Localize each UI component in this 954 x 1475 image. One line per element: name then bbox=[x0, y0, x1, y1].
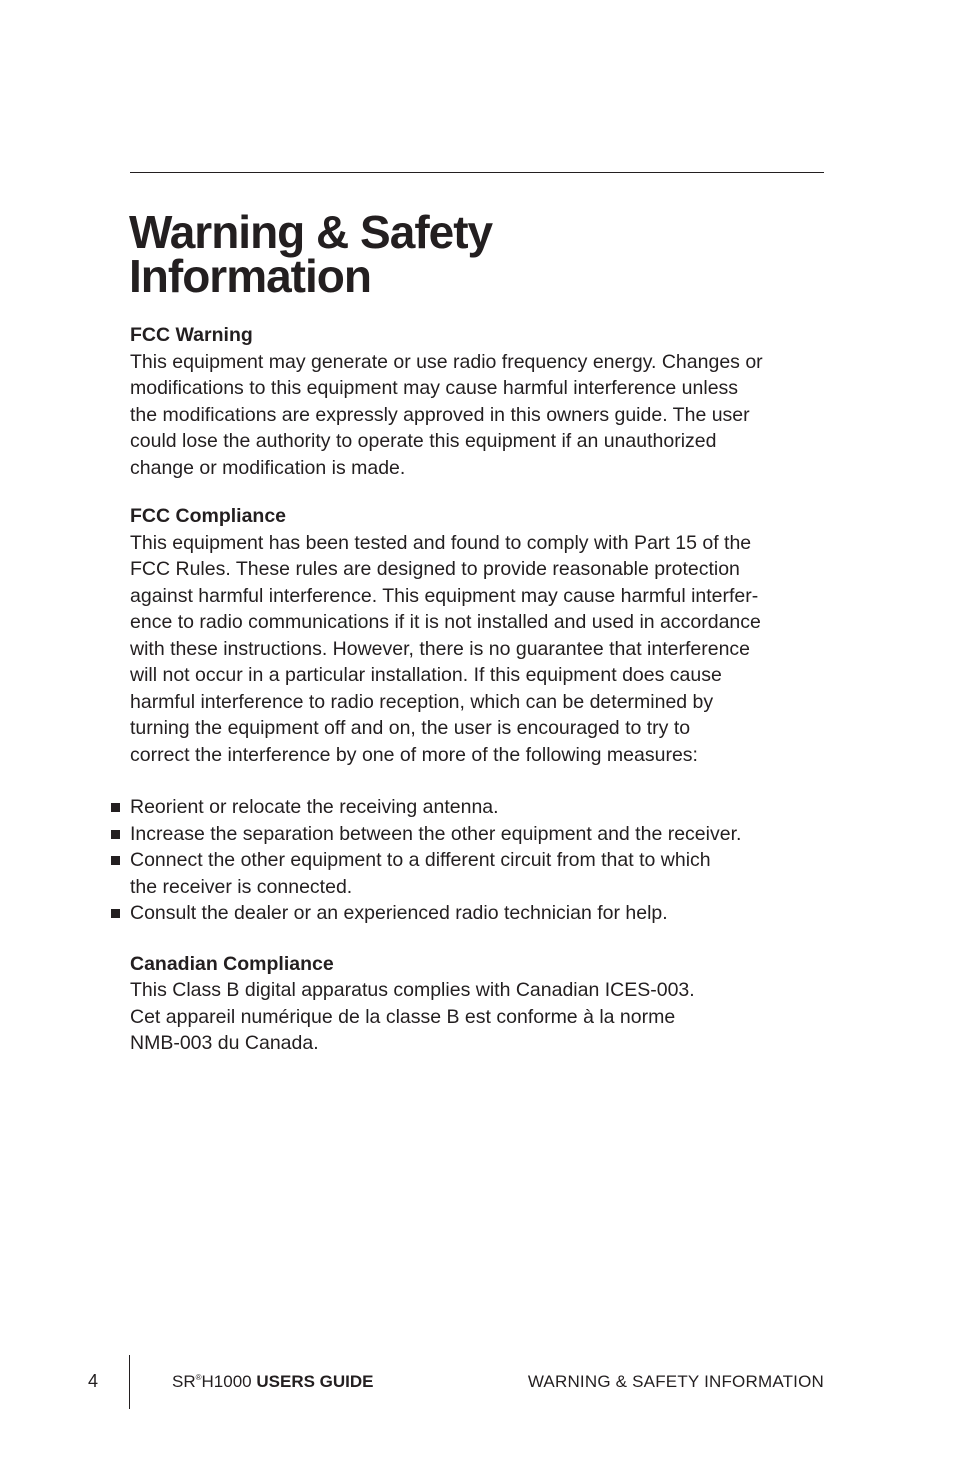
fcc-compliance-heading: FCC Compliance bbox=[130, 505, 287, 527]
square-bullet-icon bbox=[111, 856, 120, 865]
page-footer bbox=[0, 1355, 954, 1409]
page-title-line1: Warning & Safety bbox=[129, 206, 493, 258]
canadian-compliance-heading: Canadian Compliance bbox=[130, 952, 334, 975]
footer-divider bbox=[129, 1355, 130, 1409]
page-title bbox=[129, 206, 493, 302]
guide-label: USERS GUIDE bbox=[256, 1372, 374, 1391]
measure-text: Connect the other equipment to a different circuit from that to which the receiver is connected. bbox=[130, 849, 711, 898]
footer-section-label: WARNING & SAFETY INFORMATION bbox=[527, 1372, 824, 1391]
fcc-compliance-body: This equipment has been tested and found to comply with Part 15 of the FCC Rules. These rules are designed to provide reasonable protection against harmful interference. This equipment may cause harmful interfer- ence to radio communications if it is not installed and used in accordance with these instructions. However, there is no guarantee that interference will not occur in a particular installation. If this equipment does cause harmful interference to radio reception, which can be determined by turning the equipment off and on, the user is encouraged to try to correct the interference by one of more of the following measures: bbox=[130, 531, 761, 766]
canadian-compliance-body: This Class B digital apparatus complies with Canadian ICES-003. Cet appareil numérique de la classe B est conforme à la norme NMB-003 du Canada. bbox=[130, 979, 695, 1054]
registered-mark: ® bbox=[195, 1373, 202, 1382]
product-prefix: SR bbox=[172, 1372, 196, 1391]
square-bullet-icon bbox=[111, 830, 120, 839]
product-name bbox=[172, 1372, 374, 1392]
measures-list bbox=[130, 794, 840, 927]
list-item bbox=[130, 821, 840, 848]
page-title-line2: Information bbox=[129, 250, 371, 302]
top-rule bbox=[130, 172, 824, 173]
measure-text: Consult the dealer or an experienced radio technician for help. bbox=[130, 902, 668, 924]
square-bullet-icon bbox=[111, 909, 120, 918]
list-item bbox=[130, 900, 840, 927]
square-bullet-icon bbox=[111, 803, 120, 812]
fcc-compliance-section bbox=[130, 503, 840, 768]
list-item bbox=[130, 794, 840, 821]
page-content bbox=[130, 322, 840, 1057]
canadian-compliance-section bbox=[130, 951, 840, 1057]
list-item bbox=[130, 847, 840, 900]
page-number: 4 bbox=[88, 1371, 99, 1391]
fcc-warning-heading: FCC Warning bbox=[130, 324, 253, 346]
fcc-warning-body: This equipment may generate or use radio frequency energy. Changes or modifications to this equipment may cause harmful interference unless the modifications are expressly approved in this owners guide. The user could lose the authority to operate this equipment if an unauthorized change or modification is made. bbox=[130, 350, 763, 479]
measure-text: Increase the separation between the other equipment and the receiver. bbox=[130, 822, 742, 845]
measure-text: Reorient or relocate the receiving antenna. bbox=[130, 796, 499, 818]
product-model: H1000 bbox=[201, 1372, 252, 1391]
fcc-warning-section bbox=[130, 322, 840, 481]
